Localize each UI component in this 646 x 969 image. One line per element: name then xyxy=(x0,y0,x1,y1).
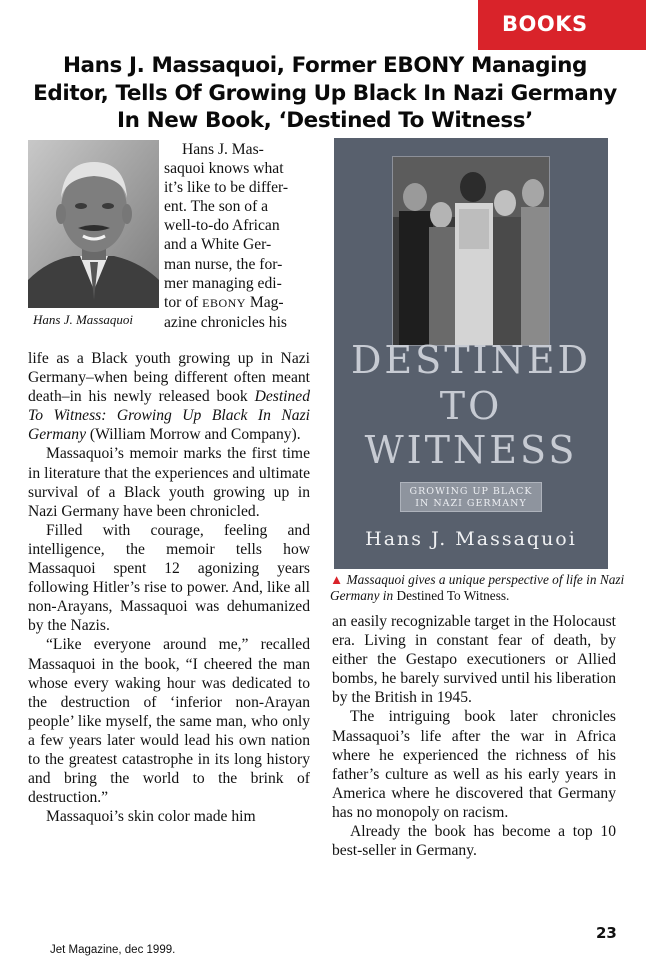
cover-photo-image xyxy=(393,157,549,345)
paragraph-text: (William Morrow and Company). xyxy=(86,426,301,444)
caption-text: Massaquoi gives a unique perspective of life in Nazi Germany in xyxy=(330,572,625,603)
cover-subtitle-line-1: GROWING UP BLACK xyxy=(409,486,533,497)
narrow-line: man nurse, the for- xyxy=(164,255,283,273)
paragraph: “Like everyone around me,” recalled Massaquoi in the book, “I cheered the man whose every waking hour was dedicated to the destruction of ‘inferior non-Arayan people’ like myself, the same man, who only a few years later would lead his own nation to the greatest catastrophe in its long history and bring the world to the brink of destruction.” xyxy=(28,636,310,807)
cover-title-line-3: WITNESS xyxy=(364,428,578,472)
article-column-right xyxy=(332,612,616,860)
paragraph xyxy=(28,349,310,444)
paragraph: Massaquoi’s memoir marks the first time in literature that the experiences and ultimate survival of a Black youth growing up in Nazi Germany have been chronicled. xyxy=(28,445,310,520)
paragraph: Already the book has become a top 10 best-seller in Germany. xyxy=(332,823,616,860)
article-column-left xyxy=(28,349,310,826)
cover-author: Hans J. Massaquoi xyxy=(365,528,577,550)
paragraph: Filled with courage, feeling and intelligence, the memoir tells how Massaquoi spent 12 agonizing years following Hitler’s rise to power. And, like all non-Arayans, Massaquoi was dehumanized by the Nazis. xyxy=(28,521,310,635)
cover-title-line-1: DESTINED xyxy=(350,338,592,382)
narrow-line: ent. The son of a xyxy=(164,198,269,216)
triangle-icon: ▲ xyxy=(330,572,344,587)
author-portrait-image xyxy=(28,140,159,308)
cover-subtitle-line-2: IN NAZI GERMANY xyxy=(415,498,527,509)
magazine-line-prefix: tor of xyxy=(164,293,203,311)
author-photo xyxy=(28,140,159,308)
footer-note: Jet Magazine, dec 1999. xyxy=(50,944,176,956)
magazine-line-suffix: Mag- xyxy=(245,293,284,311)
paragraph: an easily recognizable target in the Holocaust era. Living in constant fear of death, by either the Gestapo executioners or Allied bombs, he barely survived until his liberation by the British in 1945. xyxy=(332,613,616,707)
cover-subtitle xyxy=(400,482,542,512)
paragraph: The intriguing book later chronicles Massaquoi’s life after the war in Africa where he experienced the richness of his father’s culture as well as his early years in America where he discovered that Germany has no monopoly on racism. xyxy=(332,708,616,821)
paragraph-text: life as a Black youth growing up in Nazi Germany–when being different often meant death–in his newly released book xyxy=(28,350,310,406)
narrow-line: azine chronicles his xyxy=(164,313,287,331)
book-caption xyxy=(330,572,630,604)
narrow-line xyxy=(164,293,310,313)
cover-title-line-2: TO xyxy=(439,384,503,428)
narrow-line: it’s like to be differ- xyxy=(164,179,289,197)
narrow-line: mer managing edi- xyxy=(164,274,282,292)
caption-book-title: Destined To Witness. xyxy=(393,588,510,603)
cover-photo xyxy=(392,156,550,346)
page-number: 23 xyxy=(596,924,617,942)
book-cover xyxy=(334,138,608,569)
headline xyxy=(20,52,630,135)
headline-line-3: In New Book, ‘Destined To Witness’ xyxy=(117,108,533,133)
headline-line-1: Hans J. Massaquoi, Former EBONY Managing xyxy=(62,53,588,78)
paragraph: Massaquoi’s skin color made him xyxy=(46,808,256,826)
narrow-line: and a White Ger- xyxy=(164,236,272,254)
book-title: Destined To Witness: Growing Up Black In Nazi Germany xyxy=(28,388,310,444)
narrow-line: well-to-do African xyxy=(164,217,280,235)
headline-line-2: Editor, Tells Of Growing Up Black In Nazi Germany xyxy=(33,80,617,106)
magazine-name: EBONY xyxy=(202,295,246,310)
section-tag-label: BOOKS xyxy=(502,12,588,36)
photo-caption: Hans J. Massaquoi xyxy=(33,312,134,327)
narrow-line: saquoi knows what xyxy=(164,160,284,178)
narrow-line: Hans J. Mas- xyxy=(182,141,264,158)
article-column-narrow xyxy=(164,140,310,332)
section-tag xyxy=(478,0,646,50)
